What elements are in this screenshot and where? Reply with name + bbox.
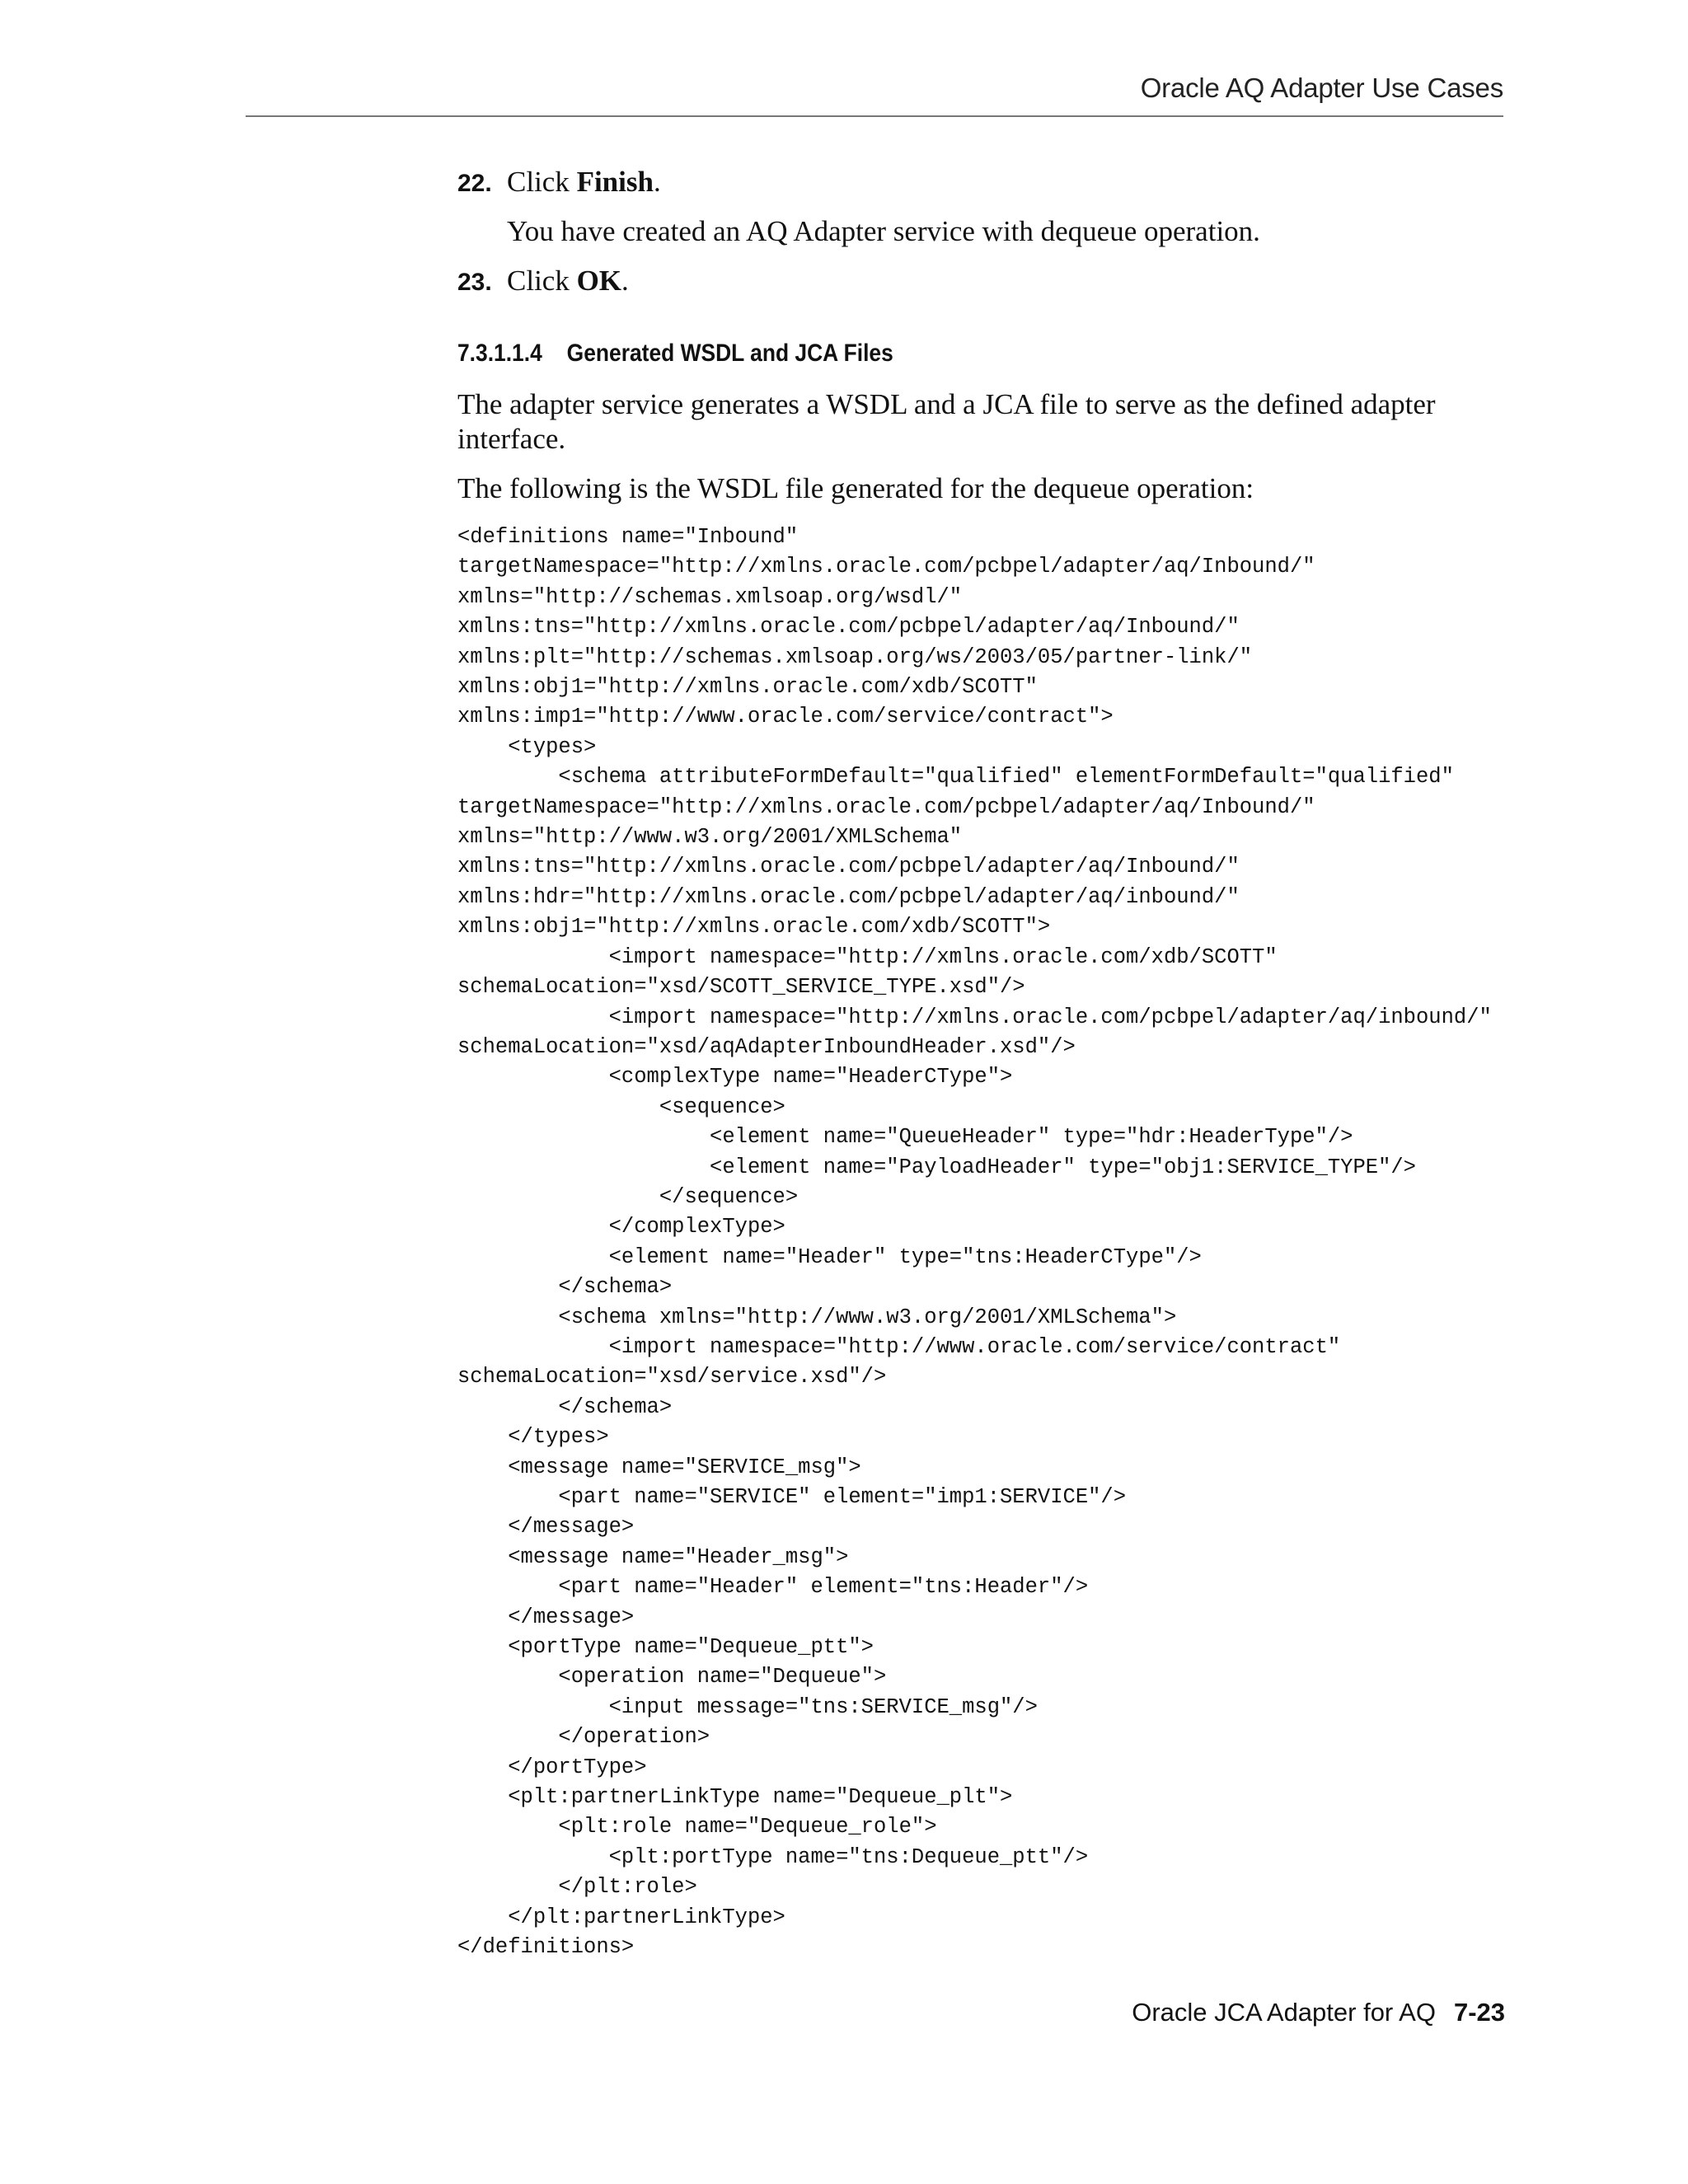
section-heading bbox=[457, 336, 1400, 371]
page-footer bbox=[1132, 1998, 1505, 2027]
step-text-prefix: Click bbox=[507, 265, 577, 297]
step-22 bbox=[457, 165, 1529, 199]
intro-paragraph: The adapter service generates a WSDL and a JCA file to serve as the defined adapter interface. bbox=[457, 388, 1436, 455]
page-content bbox=[457, 165, 1529, 1963]
step-text-suffix: . bbox=[653, 166, 661, 198]
page-number: 7-23 bbox=[1453, 1998, 1505, 2027]
step-number: 23. bbox=[457, 269, 492, 296]
step-23 bbox=[457, 264, 1529, 298]
step-target-finish: Finish bbox=[576, 166, 654, 198]
page-header bbox=[246, 73, 1503, 117]
running-header-title: Oracle AQ Adapter Use Cases bbox=[1140, 73, 1503, 103]
footer-book-title: Oracle JCA Adapter for AQ bbox=[1132, 1998, 1436, 2027]
step-text-suffix: . bbox=[621, 265, 629, 297]
step-text-prefix: Click bbox=[507, 166, 577, 198]
step-number: 22. bbox=[457, 170, 492, 197]
section-title: Generated WSDL and JCA Files bbox=[566, 340, 893, 367]
section-number: 7.3.1.1.4 bbox=[457, 340, 542, 367]
wsdl-intro-paragraph: The following is the WSDL file generated for the dequeue operation: bbox=[457, 472, 1254, 504]
wsdl-code-block: <definitions name="Inbound" targetNamespace="http://xmlns.oracle.com/pcbpel/adapter/aq/Inbound/" xmlns="http://schemas.xmlsoap.org/wsdl/" xmlns:tns="http://xmlns.oracle.com/pcbpel/adapter/aq/Inbound/" xmlns:plt="http://schemas.xmlsoap.org/ws/2003/05/partner-link/" xmlns:obj1="http://xmlns.oracle.com/xdb/SCOTT" xmlns:imp1="http://www.oracle.com/service/contract"> <types> <schema attributeFormDefault="qualified" elementFormDefault="qualified" targetNamespace="http://xmlns.oracle.com/pcbpel/adapter/aq/Inbound/" xmlns="http://www.w3.org/2001/XMLSchema" xmlns:tns="http://xmlns.oracle.com/pcbpel/adapter/aq/Inbound/" xmlns:hdr="http://xmlns.oracle.com/pcbpel/adapter/aq/inbound/" xmlns:obj1="http://xmlns.oracle.com/xdb/SCOTT"> <import namespace="http://xmlns.oracle.com/xdb/SCOTT" schemaLocation="xsd/SCOTT_SERVICE_TYPE.xsd"/> <import namespace="http://xmlns.oracle.com/pcbpel/adapter/aq/inbound/" schemaLocation="xsd/aqAdapterInboundHeader.xsd"/> <complexType name="HeaderCType"> <sequence> <element name="QueueHeader" type="hdr:HeaderType"/> <element name="PayloadHeader" type="obj1:SERVICE_TYPE"/> </sequence> </complexType> <element name="Header" type="tns:HeaderCType"/> </schema> <schema xmlns="http://www.w3.org/2001/XMLSchema"> <import namespace="http://www.oracle.com/service/contract" schemaLocation="xsd/service.xsd"/> </schema> </types> <message name="SERVICE_msg"> <part name="SERVICE" element="imp1:SERVICE"/> </message> <message name="Header_msg"> <part name="Header" element="tns:Header"/> </message> <portType name="Dequeue_ptt"> <operation name="Dequeue"> <input message="tns:SERVICE_msg"/> </operation> </portType> <plt:partnerLinkType name="Dequeue_plt"> <plt:role name="Dequeue_role"> <plt:portType name="tns:Dequeue_ptt"/> </plt:role> </plt:partnerLinkType> </definitions> bbox=[457, 525, 1492, 1960]
step-22-description: You have created an AQ Adapter service with dequeue operation. bbox=[507, 215, 1260, 247]
step-target-ok: OK bbox=[576, 265, 622, 297]
